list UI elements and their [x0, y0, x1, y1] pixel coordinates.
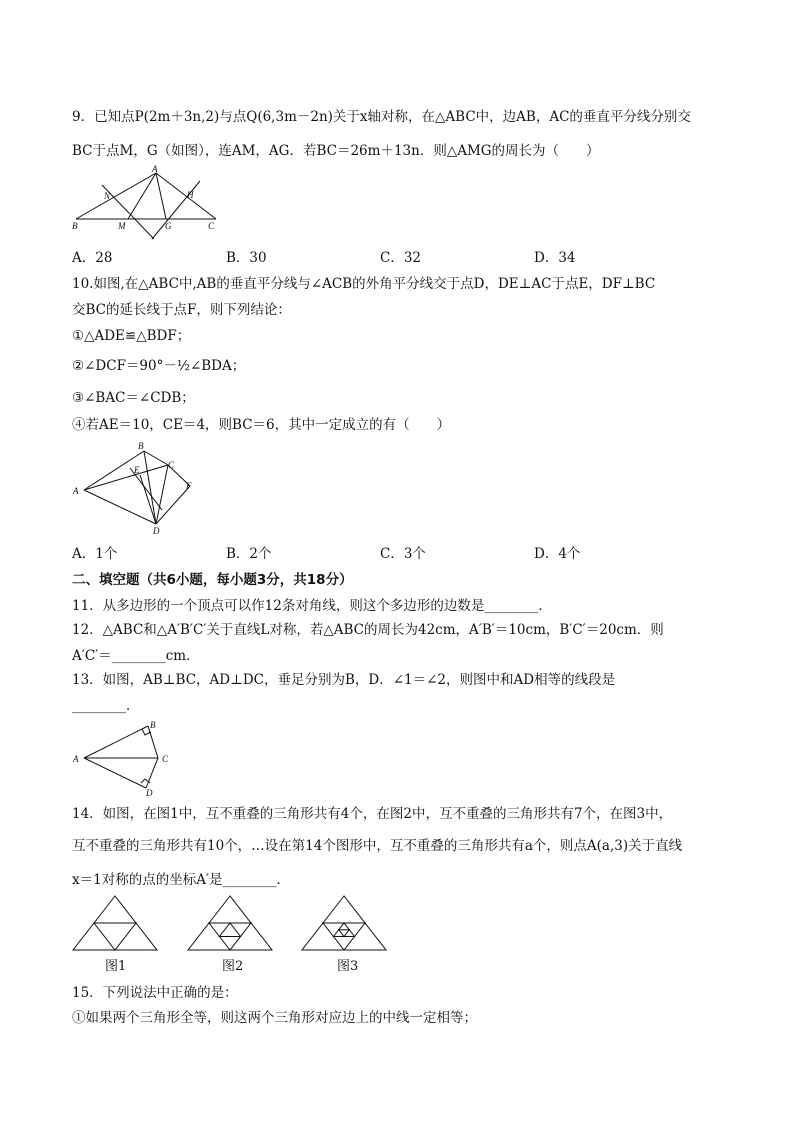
q14-line3: x＝1对称的点的坐标A′是________． [72, 872, 291, 888]
q13-line2: ________． [72, 698, 140, 714]
q9-label-g: G [165, 221, 172, 231]
q10-label-b: B [138, 441, 144, 451]
q10-label-d: D [153, 526, 160, 536]
q14-line2: 互不重叠的三角形共有10个，…设在第14个图形中，互不重叠的三角形共有a个，则点A(a,3)关于直线 [72, 838, 683, 854]
q10-option-a: A．1个 [72, 546, 118, 562]
q14-figure-3 [299, 893, 389, 953]
q14-caption-1: 图1 [105, 959, 127, 974]
q10-conclusion-2: ②∠DCF＝90°－½∠BDA； [72, 358, 246, 374]
q10-label-a: A [73, 486, 79, 496]
q14-line1: 14．如图，在图1中，互不重叠的三角形共有4个，在图2中，互不重叠的三角形共有7个，在图3中， [72, 806, 673, 822]
q10-label-f: F [186, 481, 192, 491]
q10-label-c: C [168, 460, 175, 470]
q10-line1: 10.如图,在△ABC中,AB的垂直平分线与∠ACB的外角平分线交于点D，DE⊥AC于点E，DF⊥BC [72, 276, 656, 292]
q9-option-b: B．30 [226, 250, 267, 266]
q9-line2: BC于点M，G（如图），连AM，AG．若BC＝26m＋13n．则△AMG的周长为（ ） [72, 143, 600, 159]
q14-figure-1 [70, 893, 160, 953]
q13-label-b: B [150, 720, 156, 730]
q10-line2: 交BC的延长线于点F，则下列结论： [72, 302, 291, 318]
q9-figure [70, 163, 220, 243]
q9-label-m: M [118, 221, 126, 231]
q15-statement-1: ①如果两个三角形全等，则这两个三角形对应边上的中线一定相等； [72, 1010, 477, 1026]
q14-figure-2 [185, 893, 275, 953]
q11-line: 11．从多边形的一个顶点可以作12条对角线，则这个多边形的边数是________． [72, 598, 552, 614]
q13-figure [70, 716, 180, 796]
q9-line1: 9．已知点P(2m＋3n,2)与点Q(6,3m－2n)关于x轴对称，在△ABC中，边AB，AC的垂直平分线分别交 [72, 109, 691, 125]
q9-label-c: C [208, 221, 215, 231]
q9-option-c: C．32 [380, 250, 422, 266]
q12-line1: 12．△ABC和△A′B′C′关于直线L对称，若△ABC的周长为42cm，A′B′＝10cm，B′C′＝20cm．则 [72, 622, 664, 638]
q14-caption-2: 图2 [222, 959, 244, 974]
q14-caption-3: 图3 [337, 959, 359, 974]
q10-option-b: B．2个 [226, 546, 272, 562]
section-heading-fill-in: 二、填空题（共6小题，每小题3分，共18分） [72, 572, 353, 588]
q10-label-e: E [134, 465, 140, 475]
q9-option-d: D．34 [534, 250, 576, 266]
q9-label-a: A [152, 164, 158, 174]
q10-option-c: C．3个 [380, 546, 426, 562]
q15-line1: 15．下列说法中正确的是： [72, 985, 238, 1001]
q10-conclusion-4: ④若AE＝10，CE＝4，则BC＝6，其中一定成立的有（ ） [72, 417, 451, 433]
q13-label-c: C [162, 754, 169, 764]
q9-label-b: B [72, 221, 78, 231]
q9-label-h: H [187, 190, 194, 200]
q13-label-a: A [73, 754, 79, 764]
q9-option-a: A．28 [72, 250, 113, 266]
q10-conclusion-3: ③∠BAC＝∠CDB； [72, 390, 195, 406]
q10-option-d: D．4个 [534, 546, 581, 562]
q12-line2: A′C′＝________cm． [72, 648, 200, 664]
q10-conclusion-1: ①△ADE≌△BDF； [72, 328, 191, 344]
q9-label-n: N [104, 191, 111, 201]
q10-figure [70, 438, 205, 538]
q13-label-d: D [146, 788, 153, 796]
q13-line1: 13．如图，AB⊥BC，AD⊥DC，垂足分别为B，D．∠1＝∠2，则图中和AD相等的线段是 [72, 672, 616, 688]
